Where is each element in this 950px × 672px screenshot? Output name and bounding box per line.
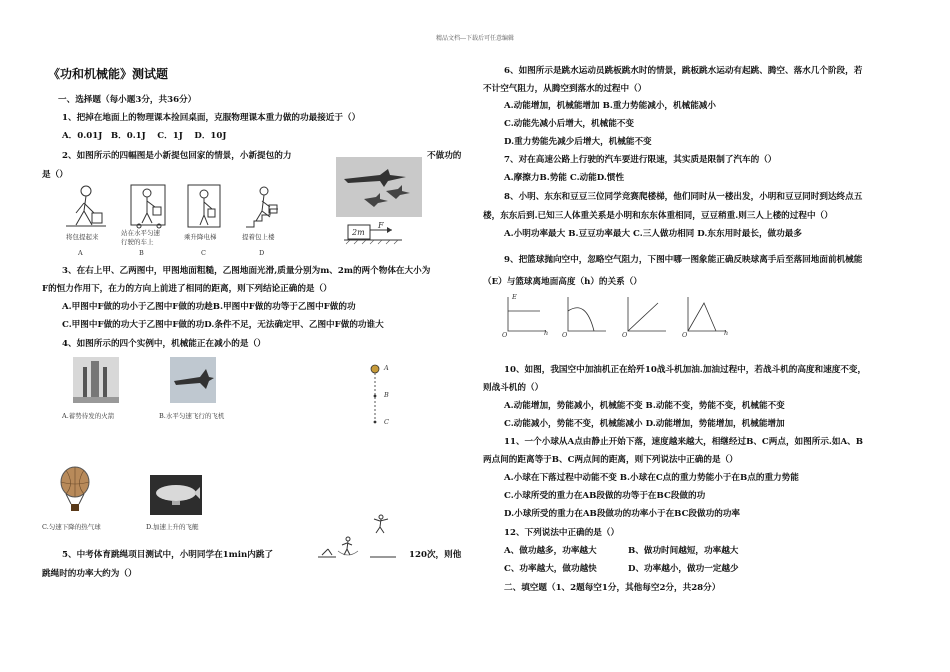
q12-option-a: A、做功越多，功率越大 <box>504 546 597 556</box>
refueling-aircraft-photo <box>336 157 422 217</box>
q12-stem: 12、下列说法中正确的是（） <box>504 528 620 538</box>
force-diagram-mass: 2m <box>352 228 365 237</box>
q2-figure-c <box>186 183 222 229</box>
q6-option-ab: A.动能增加，机械能增加 B.重力势能减小，机械能减小 <box>504 101 716 111</box>
q2-letter-d: D <box>259 249 265 257</box>
q4-stem: 4、如图所示的四个实例中，机械能正在减小的是（） <box>62 339 266 349</box>
page-header: 精品文档---下载后可任意编辑 <box>435 35 515 42</box>
q2-figure-a <box>62 183 110 229</box>
q9-origin-a: O <box>502 331 508 339</box>
q10-option-cd: C.动能减小，势能不变，机械能减小 D.动能增加，势能增加，机械能增加 <box>504 419 785 429</box>
q5-stem-tail: 跳绳时的功率大约为（） <box>42 569 137 579</box>
q12-option-d: D、功率越小，做功一定越少 <box>628 564 739 574</box>
falling-ball-diagram <box>368 362 382 426</box>
q9-line2: （E）与篮球离地面高度（h）的关系（） <box>483 277 642 287</box>
q2-figure-b <box>127 183 171 229</box>
q8-options: A.小明功率最大 B.豆豆功率最大 C.三人做功相同 D.东东用时最长，做功最多 <box>504 229 802 239</box>
airship-photo <box>150 475 202 515</box>
q9-axis-h-a: h <box>544 329 549 337</box>
q3-option-ab: A.甲图中F做的功小于乙图中F做的功趁B.甲图中F做的功等于乙图中F做的功 <box>62 302 356 312</box>
q2-caption-b2: 行驶的车上 <box>121 238 154 246</box>
q9-origin-b: O <box>562 331 568 339</box>
q2-stem-tail: 是（） <box>42 170 68 180</box>
q2-caption-a: 将包提起来 <box>66 233 99 241</box>
q9-graph-d <box>682 295 728 337</box>
q6-option-d: D.重力势能先减少后增大，机械能不变 <box>504 137 652 147</box>
q6-line1: 6、如图所示是跳水运动员跳板跳水时的情景，跳板跳水运动有起跳、腾空、落水几个阶段，若 <box>504 66 863 76</box>
q9-axis-h-d: h <box>724 329 729 337</box>
section-1-heading: 一、选择题（每小题3分，共36分） <box>58 95 197 105</box>
section-2-heading: 二、填空题（1、2题每空1分，其他每空2分，共28分） <box>504 583 721 593</box>
q5-stem: 5、中考体育跳绳项目测试中，小明同学在1min内跳了 <box>62 550 274 560</box>
airplane-photo <box>170 357 216 403</box>
q9-axis-e-a: E <box>512 293 517 301</box>
q2-letter-c: C <box>201 249 206 257</box>
q11-line2: 两点间的距离等于B、C两点间的距离，则下列说法中正确的是（） <box>483 455 738 465</box>
q8-line1: 8、小明、东东和豆豆三位同学竞赛爬楼梯，他们同时从一楼出发，小明和豆豆同时到达终点五 <box>504 192 863 202</box>
rocket-photo <box>73 357 119 403</box>
q9-line1: 9、把篮球抛向空中，忽略空气阻力，下图中哪一图象能正确反映球离手后至落回地面前机械能 <box>504 255 863 265</box>
q9-origin-c: O <box>622 331 628 339</box>
q11-option-c: C.小球所受的重力在AB段做的功等于在BC段做的功 <box>504 491 706 501</box>
q2-letter-b: B <box>139 249 144 257</box>
q10-line2: 则战斗机的（） <box>483 383 544 393</box>
force-diagram-force: F <box>378 221 384 230</box>
q4-caption-b: B.水平匀速飞行的飞机 <box>159 412 225 420</box>
q2-caption-d: 提着包上楼 <box>242 233 275 241</box>
q6-option-c: C.动能先减小后增大，机械能不变 <box>504 119 634 129</box>
q9-graph-c <box>622 295 668 337</box>
q2-stem-end: 不做功的 <box>427 151 462 161</box>
q12-option-c: C、功率越大，做功越快 <box>504 564 597 574</box>
q4-caption-c: C.匀速下降的热气球 <box>42 523 101 531</box>
q3-option-cd: C.甲图中F做的功大于乙图中F做的功D.条件不足，无法确定甲、乙图中F做的功谁大 <box>62 320 384 330</box>
q5-stem-end: 120次，则他 <box>409 550 462 560</box>
q10-line1: 10、如图，我国空中加油机正在给歼10战斗机加油.加油过程中，若战斗机的高度和速度不变， <box>504 365 867 375</box>
q7-stem: 7、对在高速公路上行驶的汽车要进行限速，其实质是限制了汽车的（） <box>504 155 777 165</box>
q2-caption-c: 乘升降电梯 <box>184 233 217 241</box>
q7-options: A.摩擦力B.势能 C.动能D.惯性 <box>504 173 625 183</box>
q11-line1: 11、一个小球从A点由静止开始下落，速度越来越大，相继经过B、C两点，如图所示.如A、B <box>504 437 864 447</box>
q9-origin-d: O <box>682 331 688 339</box>
q9-graph-a <box>502 295 548 337</box>
q3-line1: 3、在右上甲、乙两图中，甲图地面粗糙，乙图地面光滑,质量分别为m、2m的两个物体在大小为 <box>62 266 431 276</box>
point-b-label: B <box>384 391 389 399</box>
q11-option-ab: A.小球在下落过程中动能不变 B.小球在C点的重力势能小于在B点的重力势能 <box>504 473 799 483</box>
q1-stem: 1、把掉在地面上的物理课本捡回桌面，克服物理课本重力做的功最接近于（） <box>62 113 361 123</box>
q12-option-b: B、做功时间越短，功率越大 <box>628 546 739 556</box>
q2-letter-a: A <box>78 249 83 257</box>
hot-air-balloon-photo <box>58 466 92 514</box>
q2-figure-d <box>244 183 286 229</box>
q4-caption-d: D.加速上升的飞艇 <box>146 523 199 531</box>
point-c-label: C <box>384 418 389 426</box>
q8-line2: 楼，东东后到.已知三人体重关系是小明和东东体重相同，豆豆稍重.则三人上楼的过程中（） <box>483 211 833 221</box>
q9-graph-b <box>562 295 608 337</box>
q3-line2: F的恒力作用下，在力的方向上前进了相同的距离，则下列结论正确的是（） <box>42 284 332 294</box>
q4-caption-a: A.蓄势待发的火箭 <box>62 412 115 420</box>
q10-option-ab: A.动能增加，势能减小，机械能不变 B.动能不变，势能不变，机械能不变 <box>504 401 785 411</box>
q2-stem: 2、如图所示的四幅图是小新提包回家的情景，小新提包的力 <box>62 151 292 161</box>
q1-options: A．0.01J B．0.1J C．1J D．10J <box>62 131 227 141</box>
q6-line2: 不计空气阻力，从腾空到落水的过程中（） <box>483 84 647 94</box>
point-a-label: A <box>384 364 389 372</box>
jump-rope-figure <box>318 509 402 561</box>
q11-option-d: D.小球所受的重力在AB段做功的功率小于在BC段做功的功率 <box>504 509 740 519</box>
page-title: 《功和机械能》测试题 <box>48 67 169 81</box>
q2-caption-b1: 站在水平匀速 <box>121 229 160 237</box>
